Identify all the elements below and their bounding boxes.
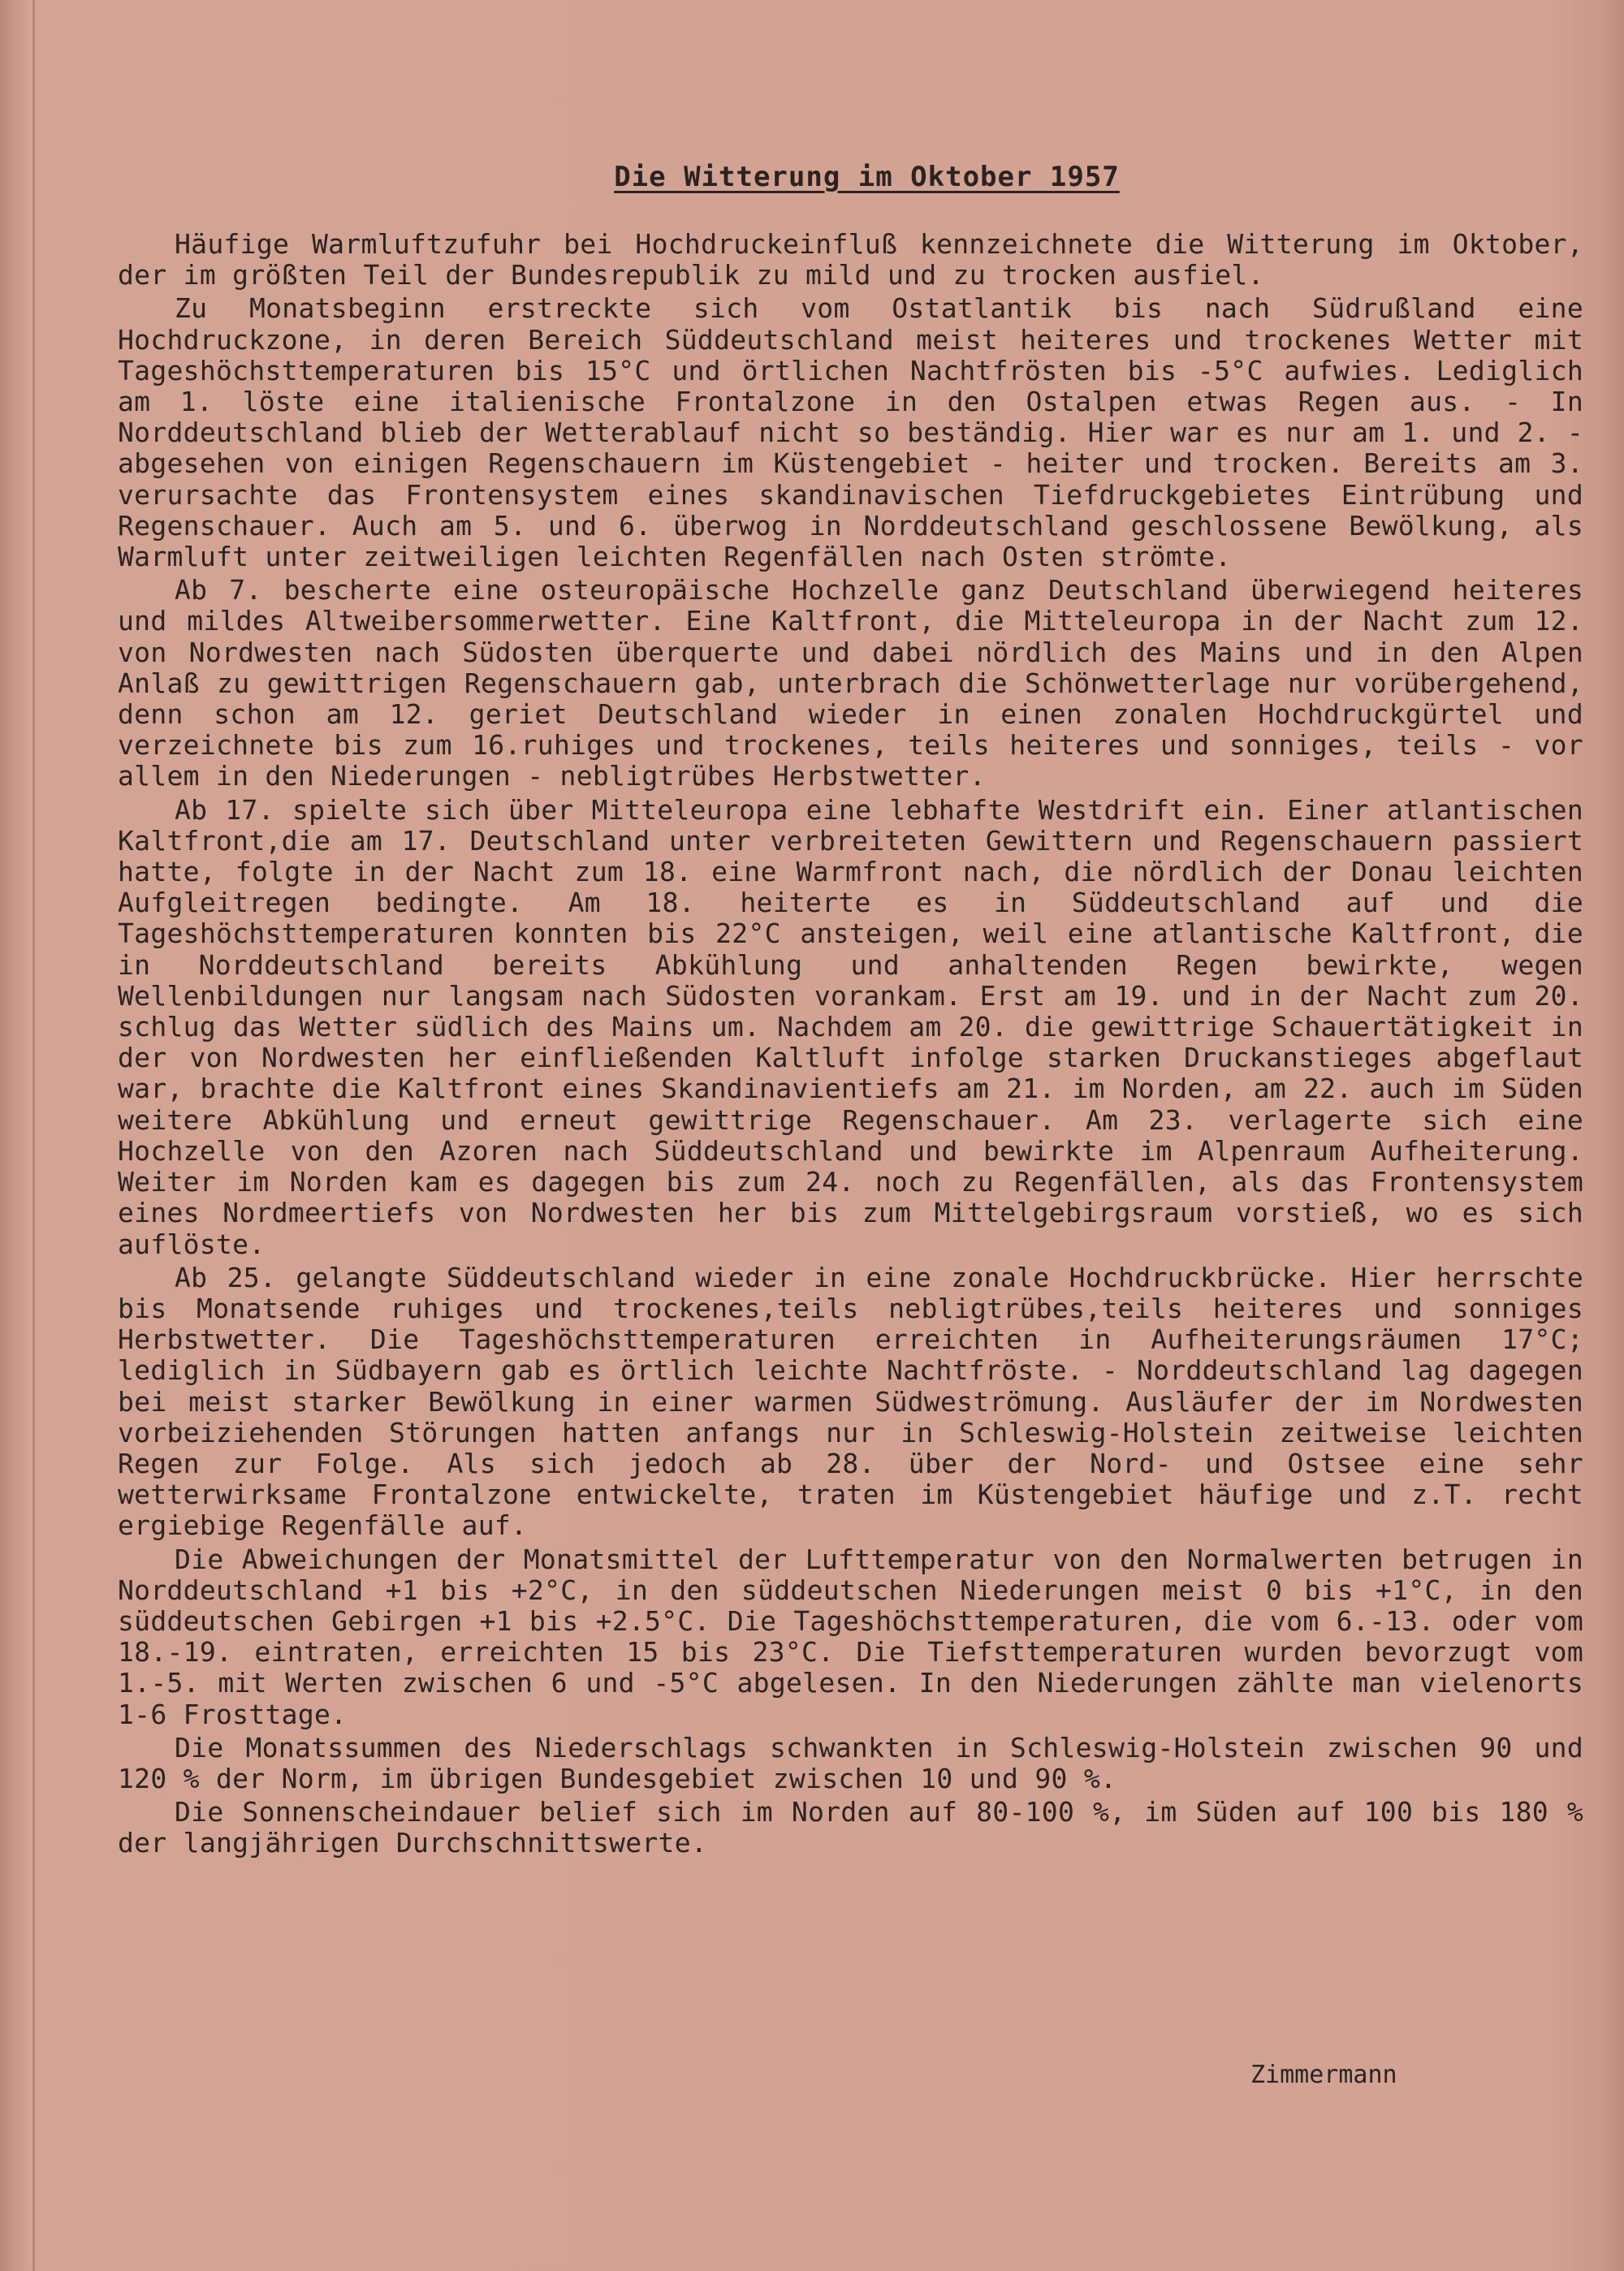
- paragraph-temperature-deviations: Die Abweichungen der Monatsmittel der Lufttemperatur von den Normalwerten betrugen in Norddeutschland +1 bis +2°C, in den süddeutschen Niederungen meist 0 bis +1°C, in den süddeutschen Gebirgen +1 bis +2.5°C. Die Tageshöchsttemperaturen, die vom 6.-13. oder vom 18.-19. eintraten, erreichten 15 bis 23°C. Die Tiefsttemperaturen wurden bevorzugt vom 1.-5. mit Werten zwischen 6 und -5°C abgelesen. In den Niederungen zählte man vielenorts 1-6 Frosttage.: [118, 1543, 1583, 1730]
- page-fold-line: [32, 0, 35, 2271]
- paragraph-sunshine: Die Sonnenscheindauer belief sich im Norden auf 80-100 %, im Süden auf 100 bis 180 % der langjährigen Durchschnittswerte.: [118, 1796, 1583, 1859]
- paragraph-intro: Häufige Warmluftzufuhr bei Hochdruckeinfluß kennzeichnete die Witterung im Oktober, der im größten Teil der Bundesrepublik zu mild und zu trocken ausfiel.: [118, 228, 1583, 291]
- document-body: [118, 161, 1583, 1859]
- paragraph-from-17th: Ab 17. spielte sich über Mitteleuropa eine lebhafte Westdrift ein. Einer atlantischen Kaltfront,die am 17. Deutschland unter verbreiteten Gewittern und Regenschauern passiert hatte, folgte in der Nacht zum 18. eine Warmfront nach, die nördlich der Donau leichten Aufgleitregen bedingte. Am 18. heiterte es in Süddeutschland auf und die Tageshöchsttemperaturen konnten bis 22°C ansteigen, weil eine atlantische Kaltfront, die in Norddeutschland bereits Abkühlung und anhaltenden Regen bewirkte, wegen Wellenbildungen nur langsam nach Südosten vorankam. Erst am 19. und in der Nacht zum 20. schlug das Wetter südlich des Mains um. Nachdem am 20. die gewittrige Schauertätigkeit in der von Nordwesten her einfließenden Kaltluft infolge starken Druckanstieges abgeflaut war, brachte die Kaltfront eines Skandinavientiefs am 21. im Norden, am 22. auch im Süden weitere Abkühlung und erneut gewittrige Regenschauer. Am 23. verlagerte sich eine Hochzelle von den Azoren nach Süddeutschland und bewirkte im Alpenraum Aufheiterung. Weiter im Norden kam es dagegen bis zum 24. noch zu Regenfällen, als das Frontensystem eines Nordmeertiefs von Nordwesten her bis zum Mittelgebirgsraum vorstieß, wo es sich auflöste.: [118, 793, 1583, 1260]
- paragraph-from-7th: Ab 7. bescherte eine osteuropäische Hochzelle ganz Deutschland überwiegend heiteres und mildes Altweibersommerwetter. Eine Kaltfront, die Mitteleuropa in der Nacht zum 12. von Nordwesten nach Südosten überquerte und dabei nördlich des Mains und in den Alpen Anlaß zu gewittrigen Regenschauern gab, unterbrach die Schönwetterlage nur vorübergehend, denn schon am 12. geriet Deutschland wieder in einen zonalen Hochdruckgürtel und verzeichnete bis zum 16.ruhiges und trockenes, teils heiteres und sonniges, teils - vor allem in den Niederungen - nebligtrübes Herbstwetter.: [118, 574, 1583, 792]
- paragraph-precipitation: Die Monatssummen des Niederschlags schwankten in Schleswig-Holstein zwischen 90 und 120 % der Norm, im übrigen Bundesgebiet zwischen 10 und 90 %.: [118, 1731, 1583, 1794]
- paragraph-month-start: Zu Monatsbeginn erstreckte sich vom Ostatlantik bis nach Südrußland eine Hochdruckzone, in deren Bereich Süddeutschland meist heiteres und trockenes Wetter mit Tageshöchsttemperaturen bis 15°C und örtlichen Nachtfrösten bis -5°C aufwies. Lediglich am 1. löste eine italienische Frontalzone in den Ostalpen etwas Regen aus. - In Norddeutschland blieb der Wetterablauf nicht so beständig. Hier war es nur am 1. und 2. - abgesehen von einigen Regenschauern im Küstengebiet - heiter und trocken. Bereits am 3. verursachte das Frontensystem eines skandinavischen Tiefdruckgebietes Eintrübung und Regenschauer. Auch am 5. und 6. überwog in Norddeutschland geschlossene Bewölkung, als Warmluft unter zeitweiligen leichten Regenfällen nach Osten strömte.: [118, 292, 1583, 573]
- author-signature: Zimmermann: [1250, 2061, 1397, 2089]
- paragraph-from-25th: Ab 25. gelangte Süddeutschland wieder in eine zonale Hochdruckbrücke. Hier herrschte bis Monatsende ruhiges und trockenes,teils nebligtrübes,teils heiteres und sonniges Herbstwetter. Die Tageshöchsttemperaturen erreichten in Aufheiterungsräumen 17°C; lediglich in Südbayern gab es örtlich leichte Nachtfröste. - Norddeutschland lag dagegen bei meist starker Bewölkung in einer warmen Südweströmung. Ausläufer der im Nordwesten vorbeiziehenden Störungen hatten anfangs nur in Schleswig-Holstein zeitweise leichten Regen zur Folge. Als sich jedoch ab 28. über der Nord- und Ostsee eine sehr wetterwirksame Frontalzone entwickelte, traten im Küstengebiet häufige und z.T. recht ergiebige Regenfälle auf.: [118, 1261, 1583, 1542]
- document-title: Die Witterung im Oktober 1957: [614, 161, 1120, 193]
